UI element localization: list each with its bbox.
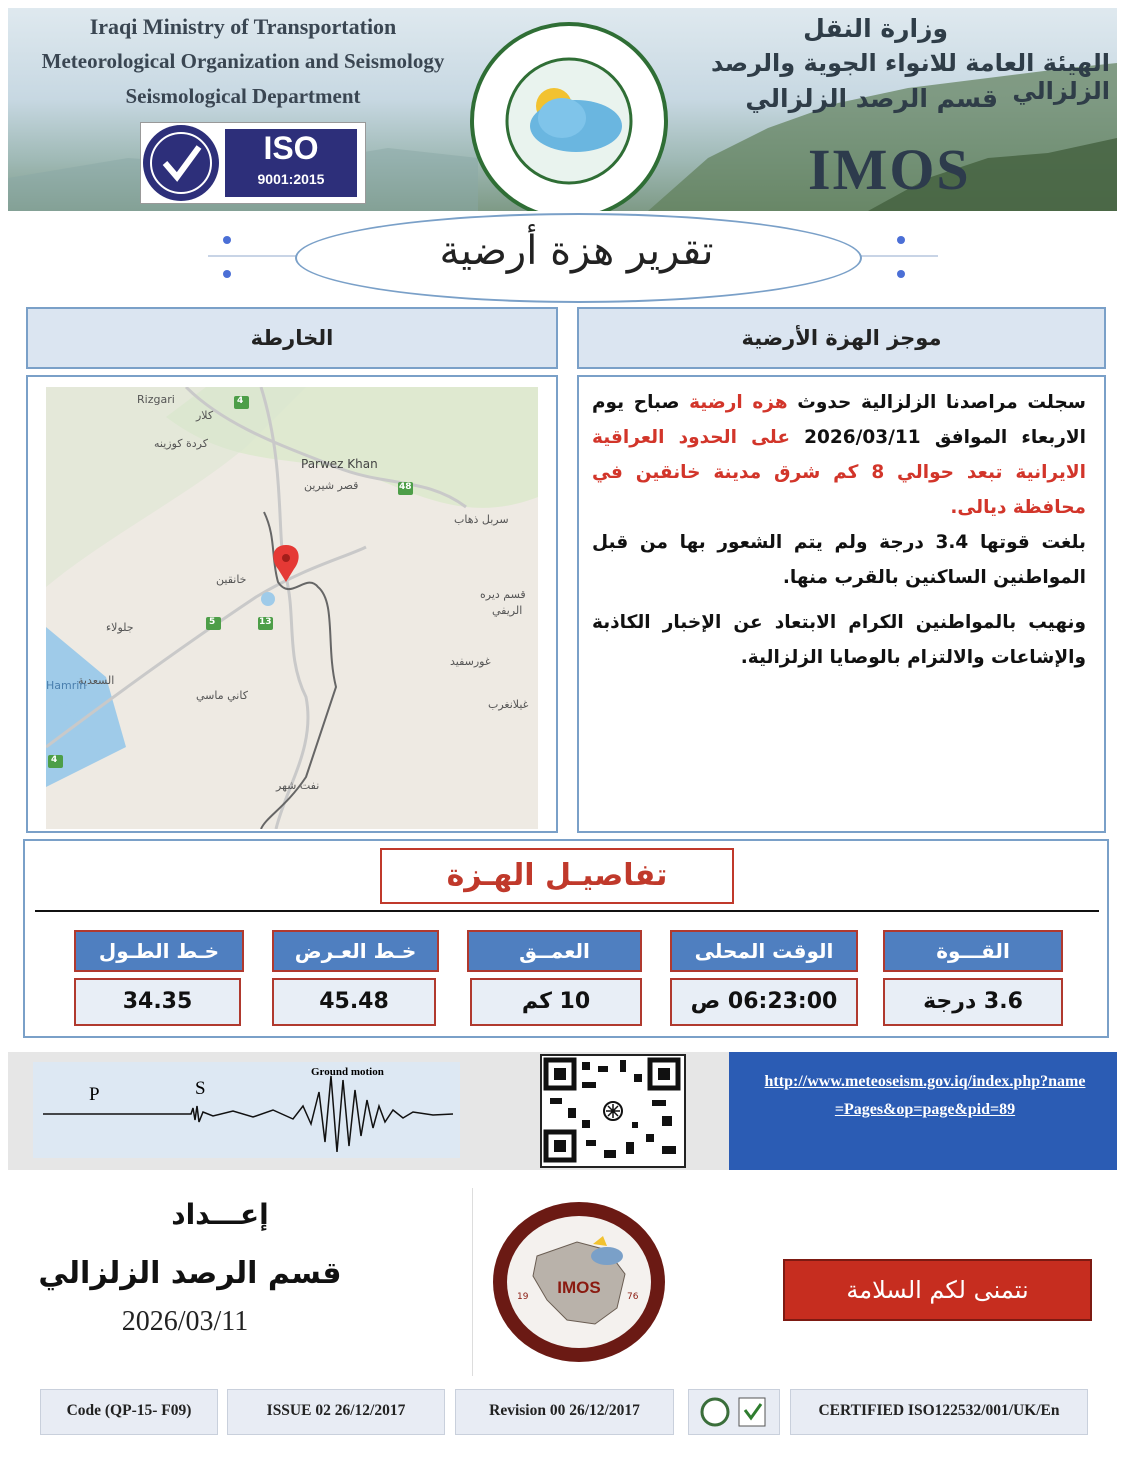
map-label: جلولاء (106, 621, 134, 634)
decorative-line (858, 255, 938, 257)
certified-number: CERTIFIED ISO122532/001/UK/En (790, 1389, 1088, 1435)
stamp-year: 76 (627, 1292, 639, 1302)
map-label: Rizgari (137, 393, 175, 406)
safety-message: نتمنى لكم السلامة (783, 1259, 1092, 1321)
cert-document-icon (739, 1398, 765, 1426)
stamp-center (507, 1216, 651, 1348)
map-label: الريفي (492, 604, 523, 617)
map-label: غورسفيد (450, 655, 491, 668)
website-link[interactable]: http://www.meteoseism.gov.iq/index.php?name=Pages&op=page&pid=89 (764, 1073, 1086, 1118)
brand-imos: IMOS (808, 137, 971, 202)
road-marker: 4 (237, 396, 244, 406)
department-name-en: Seismological Department (125, 84, 361, 108)
map[interactable] (46, 387, 538, 829)
prepared-by: قسم الرصد الزلزالي (38, 1256, 342, 1291)
details-divider (35, 910, 1099, 912)
map-heading: الخارطة (26, 307, 558, 369)
iso-name: ISO (263, 130, 319, 166)
form-code: Code (QP-15- F09) (40, 1389, 218, 1435)
road-marker: 4 (51, 755, 58, 765)
map-label: قصر شيرين (304, 479, 359, 492)
summary-paragraph-3: ونهيب بالمواطنين الكرام الابتعاد عن الإخبار الكاذبة والإشاعات والالتزام بالوصايا الزلزالية. (592, 612, 1086, 668)
map-label: Hamrin (46, 679, 87, 692)
latitude-header: خـط العـرض (272, 930, 439, 972)
prepared-label: إعـــداد (171, 1198, 269, 1231)
road-marker: 5 (209, 617, 216, 627)
organization-name-ar: الهيئة العامة للانواء الجوية والرصد الزلزالي (711, 49, 1110, 105)
road-marker: 48 (399, 482, 412, 492)
decorative-dot (897, 270, 905, 278)
longitude-header: خـط الطـول (74, 930, 244, 972)
map-label: نفت شهر (276, 779, 320, 792)
iso-number: 9001:2015 (257, 171, 325, 187)
decorative-dot (223, 236, 231, 244)
qr-code[interactable] (540, 1054, 686, 1168)
map-label: Parwez Khan (301, 457, 378, 471)
latitude-value: 45.48 (272, 978, 436, 1026)
header-banner (8, 8, 1117, 211)
map-label: كلار (196, 409, 214, 422)
magnitude-value: 3.6 درجة (883, 978, 1063, 1026)
waveform-line (43, 1076, 453, 1152)
qr-code-icon (542, 1056, 684, 1166)
map-label: السعدية (78, 674, 115, 687)
organization-name-en: Meteorological Organization and Seismology (41, 49, 445, 73)
cert-seal-icon (702, 1399, 728, 1425)
s-wave-label: S (195, 1078, 206, 1099)
issue-info: ISSUE 02 26/12/2017 (227, 1389, 445, 1435)
certification-logos (688, 1389, 780, 1435)
summary-paragraph-1: سجلت مراصدنا الزلزالية حدوث هزه ارضية صباح يوم الاربعاء الموافق 2026/03/11 على الحدود العراقية الايرانية تبعد حوالي 8 كم شرق مدينة خانقين في محافظة ديالى. (592, 392, 1086, 518)
map-label: كاني ماسي (196, 689, 248, 702)
local-time-value: 06:23:00 ص (670, 978, 858, 1026)
summary-text (592, 385, 1086, 675)
iso-certification-badge (140, 122, 366, 204)
summary-paragraph-2: بلغت قوتها 3.4 درجة ولم يتم الشعور بها من قبل المواطنين الساكنين بالقرب منها. (592, 532, 1086, 588)
department-name-ar: قسم الرصد الزلزالي (745, 84, 998, 113)
depth-header: العمــق (467, 930, 642, 972)
prepared-date: 2026/03/11 (121, 1306, 249, 1337)
decorative-dot (897, 236, 905, 244)
ministry-name-ar: وزارة النقل (803, 14, 948, 43)
p-wave-label: P (89, 1084, 100, 1105)
summary-heading: موجز الهزة الأرضية (577, 307, 1106, 369)
map-label: قسم ديره (480, 588, 526, 601)
revision-info: Revision 00 26/12/2017 (455, 1389, 674, 1435)
report-title: تقرير هزة أرضية (439, 228, 714, 274)
map-label: خانقين (216, 573, 247, 586)
checkmark-seal-icon (143, 125, 219, 201)
stamp-year: 19 (517, 1292, 529, 1302)
local-time-header: الوقت المحلى (670, 930, 858, 972)
map-label: سربل ذهاب (454, 513, 509, 526)
organization-logo (470, 22, 668, 211)
map-label: كردة كوزينه (154, 437, 208, 450)
map-label: غيلانغرب (488, 698, 529, 711)
magnitude-header: القـــوة (883, 930, 1063, 972)
stamp-label: IMOS (557, 1278, 601, 1297)
iso-label (225, 129, 357, 197)
decorative-line (208, 255, 298, 257)
ground-motion-caption: Ground motion (311, 1066, 384, 1078)
ministry-name-en: Iraqi Ministry of Transportation (89, 14, 397, 39)
seismogram (33, 1062, 460, 1158)
road-marker: 13 (259, 617, 272, 627)
details-title: تفاصيـل الهـزة (380, 848, 734, 904)
decorative-dot (223, 270, 231, 278)
imos-stamp (493, 1202, 665, 1362)
depth-value: 10 كم (470, 978, 642, 1026)
longitude-value: 34.35 (74, 978, 241, 1026)
footer-divider (472, 1188, 473, 1376)
